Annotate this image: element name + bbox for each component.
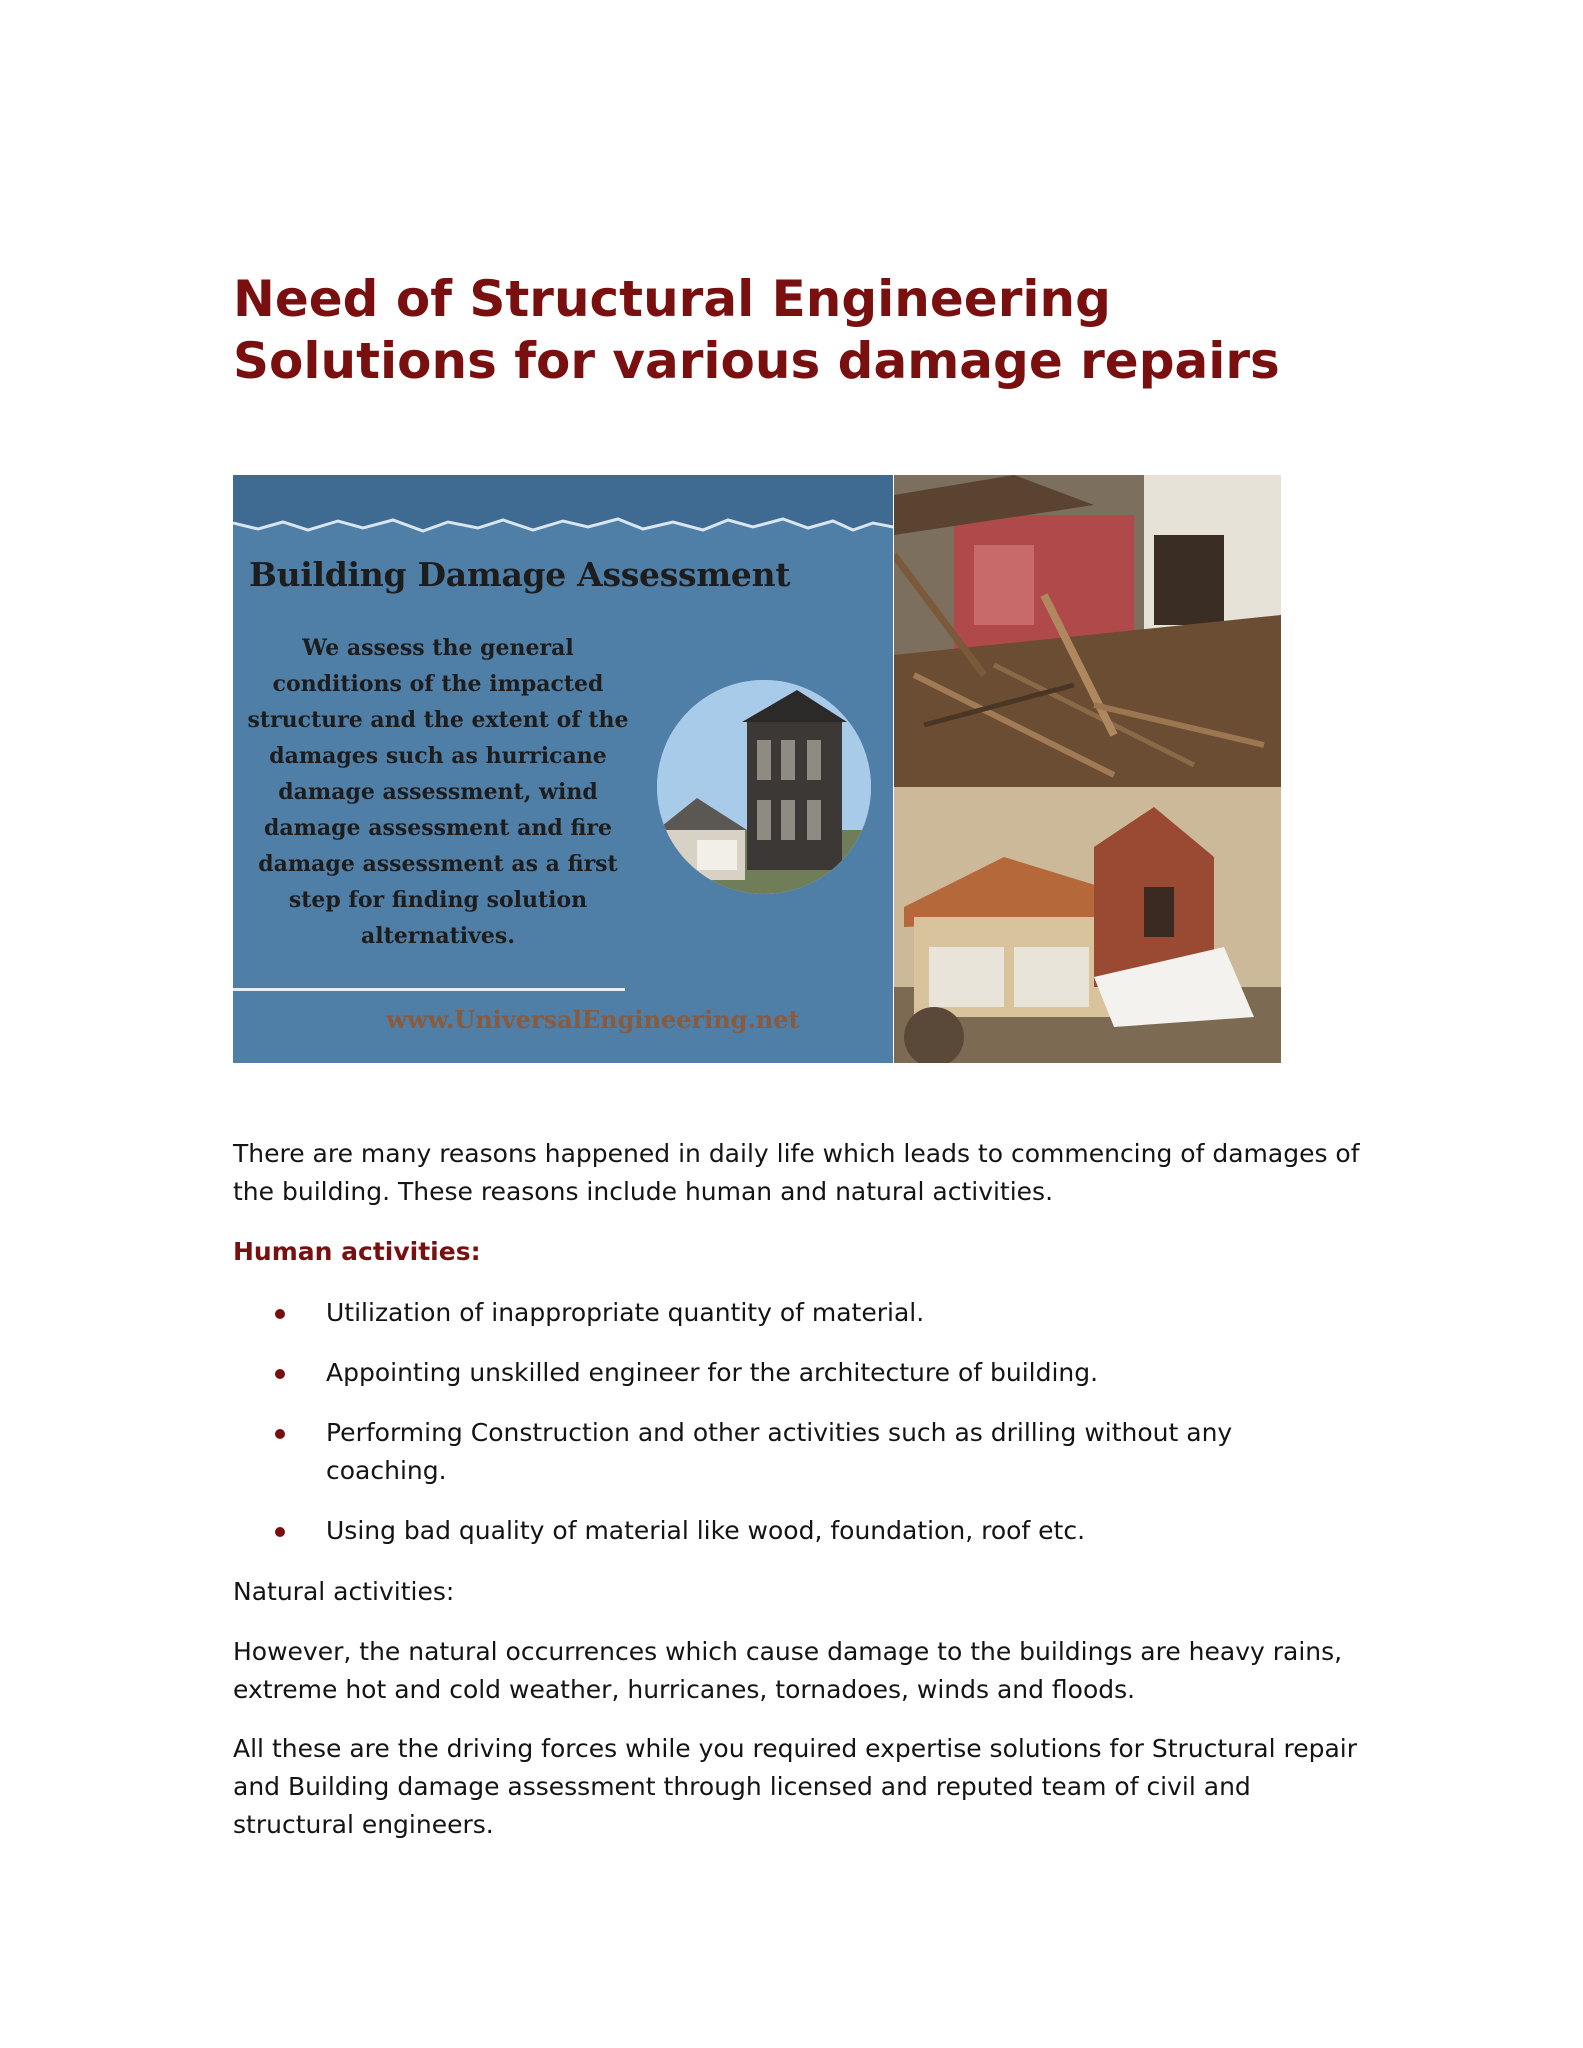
list-item: [275, 1354, 1275, 1392]
banner-text-panel: [233, 475, 893, 1063]
bullet-icon: [275, 1309, 285, 1319]
collapsed-house-photo: [894, 475, 1281, 787]
document-title: Need of Structural Engineering Solutions for various damage repairs: [233, 270, 1280, 390]
list-item: [275, 1414, 1275, 1490]
bullet-icon: [275, 1429, 285, 1439]
building-damage-banner: [233, 475, 1281, 1063]
list-item-text: Appointing unskilled engineer for the architecture of building.: [326, 1358, 1099, 1387]
storm-damaged-house-photo: [894, 787, 1281, 1063]
human-activities-list: [275, 1294, 1275, 1572]
torn-paper-edge: [233, 475, 893, 545]
closing-paragraph: All these are the driving forces while you required expertise solutions for Structural repair and Building damage assessment through licensed and reputed team of civil and structural engineers.: [233, 1734, 1358, 1839]
banner-divider: [233, 988, 625, 991]
damaged-house-circle-photo: [657, 680, 871, 894]
intro-paragraph: There are many reasons happened in daily life which leads to commencing of damages of the building. These reasons include human and natural activities.: [233, 1139, 1360, 1206]
list-item-text: Utilization of inappropriate quantity of material.: [326, 1298, 925, 1327]
list-item-text: Using bad quality of material like wood, foundation, roof etc.: [326, 1516, 1086, 1545]
banner-website-url: www.UniversalEngineering.net: [386, 1005, 800, 1034]
natural-activities-heading: Natural activities:: [233, 1577, 455, 1606]
bullet-icon: [275, 1527, 285, 1537]
list-item: [275, 1512, 1275, 1550]
list-item: [275, 1294, 1275, 1332]
banner-description: We assess the general conditions of the impacted structure and the extent of the damages such as hurricane damage assessment, wind damage assessment and fire damage assessment as a first step for finding solution alternatives.: [247, 635, 629, 949]
natural-activities-paragraph: However, the natural occurrences which cause damage to the buildings are heavy rains, extreme hot and cold weather, hurricanes, tornadoes, winds and floods.: [233, 1637, 1343, 1704]
human-activities-heading: Human activities:: [233, 1237, 481, 1266]
list-item-text: Performing Construction and other activities such as drilling without any coaching.: [326, 1418, 1233, 1485]
banner-heading: Building Damage Assessment: [249, 555, 791, 594]
bullet-icon: [275, 1369, 285, 1379]
